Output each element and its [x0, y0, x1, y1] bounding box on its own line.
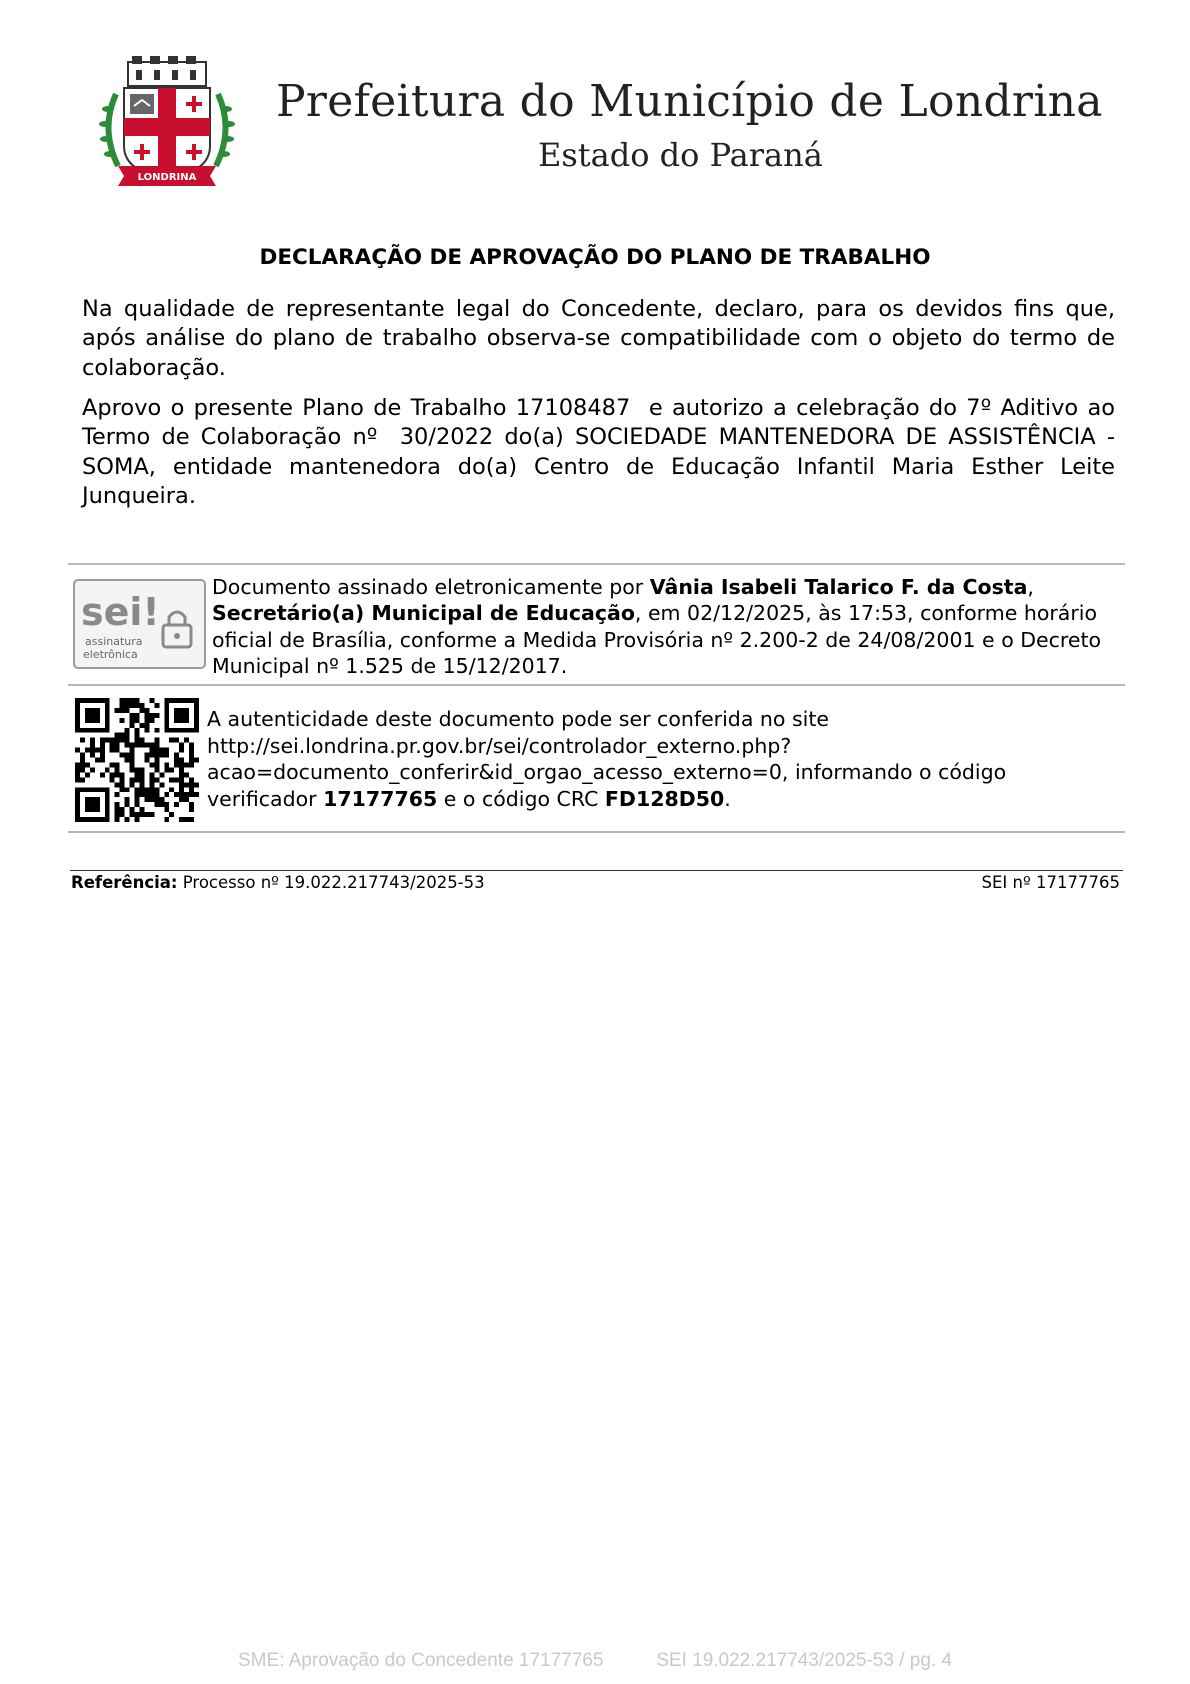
seal-logo-text: sei! — [81, 590, 160, 634]
organization-title: Prefeitura do Município de Londrina — [276, 76, 1103, 127]
process-reference — [71, 873, 485, 892]
footer-rule — [70, 870, 1123, 871]
divider — [68, 831, 1125, 833]
declaration-paragraph: Na qualidade de representante legal do Concedente, declaro, para os devidos fins que, após análise do plano de trabalho observa-se compatibilidade com o objeto do termo de colaboração. — [82, 296, 1115, 381]
seal-caption-2: eletrônica — [83, 648, 138, 661]
sei-number: SEI nº 17177765 — [981, 873, 1120, 892]
signer-name: Vânia Isabeli Talarico F. da Costa — [649, 575, 1028, 599]
document-title: DECLARAÇÃO DE APROVAÇÃO DO PLANO DE TRABALHO — [259, 245, 931, 270]
seal-caption-1: assinatura — [85, 635, 143, 648]
reference-value: Processo nº 19.022.217743/2025-53 — [177, 873, 485, 892]
sei-signature-seal — [73, 579, 206, 669]
coat-of-arms-logo — [98, 54, 236, 189]
organization-subtitle: Estado do Paraná — [538, 136, 823, 174]
qr-code-icon — [75, 698, 199, 822]
authenticity-statement: A autenticidade deste documento pode ser conferida no site http://sei.londrina.pr.gov.br/sei/controlador_externo.php? acao=documento_conferir&id_orgao_acesso_externo=0, informando o código verificador 17177765 e o código CRC FD128D50. — [207, 707, 1007, 811]
crc-code: FD128D50 — [604, 786, 725, 811]
reference-label: Referência: — [71, 873, 178, 892]
coat-banner-text: LONDRINA — [137, 172, 197, 183]
signer-role: Secretário(a) Municipal de Educação — [212, 601, 635, 626]
verifier-code: 17177765 — [323, 786, 438, 811]
divider — [68, 563, 1125, 565]
signature-statement: Documento assinado eletronicamente por Vânia Isabeli Talarico F. da Costa, Secretário(a) Municipal de Educação, em 02/12/2025, às 17:53, conforme horário oficial de Brasília, conforme a Medida Provisória nº 2.200-2 de 24/08/2001 e o Decreto Municipal nº 1.525 de 15/12/2017. — [212, 575, 1102, 678]
page-footer: SME: Aprovação do Concedente 17177765 SEI 19.022.217743/2025-53 / pg. 4 — [237, 1650, 953, 1671]
verification-link[interactable]: http://sei.londrina.pr.gov.br/sei/controlador_externo.php? acao=documento_conferir&id_orgao_acesso_externo=0 — [207, 733, 792, 784]
approval-paragraph: Aprovo o presente Plano de Trabalho 17108487 e autorizo a celebração do 7º Aditivo ao Termo de Colaboração nº 30/2022 do(a) SOCIEDADE MANTENEDORA DE ASSISTÊNCIA - SOMA, entidade mantenedora do(a) Centro de Educação Infantil Maria Esther Leite Junqueira. — [82, 395, 1123, 509]
document-header — [98, 54, 1103, 184]
divider — [68, 684, 1125, 686]
